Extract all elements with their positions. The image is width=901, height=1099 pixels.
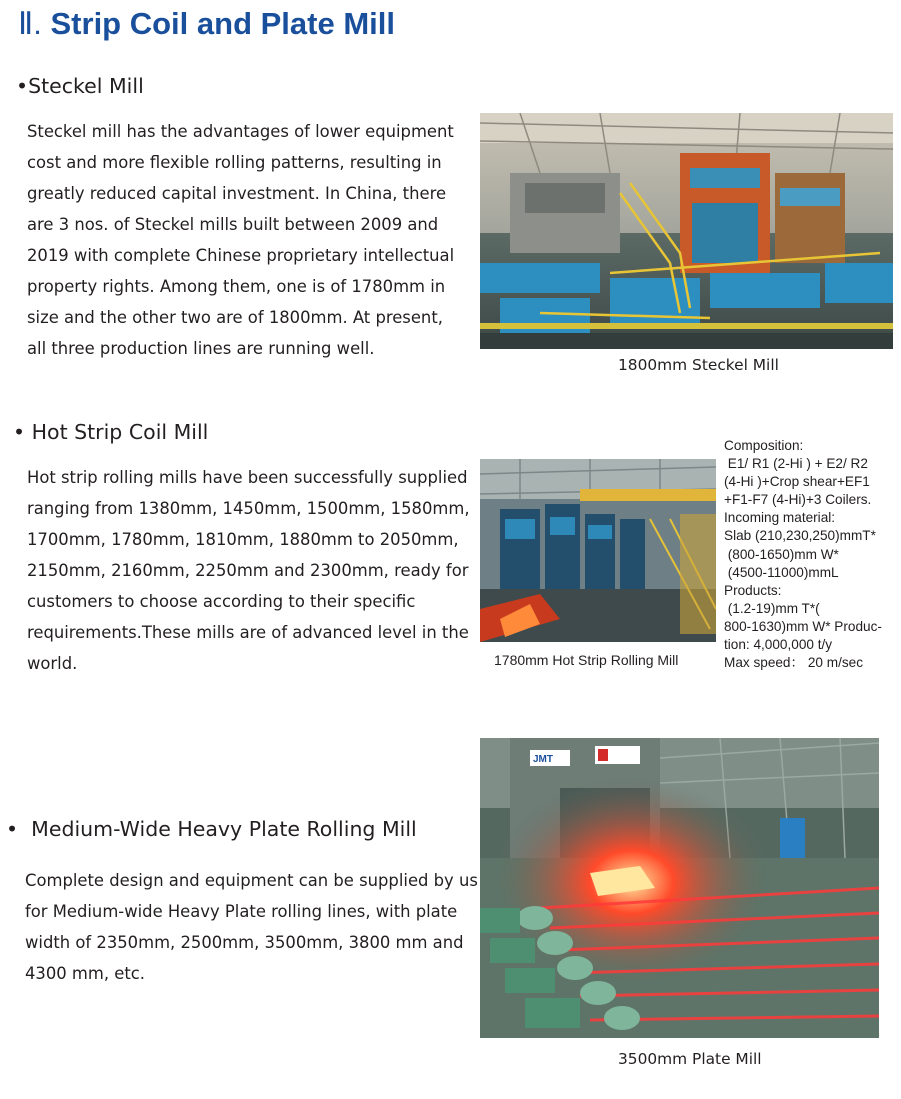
paragraph-line: property rights. Among them, one is of 1780mm in [27,277,446,296]
paragraph-line: cost and more flexible rolling patterns, resulting in [27,153,442,172]
paragraph-line: Steckel mill has the advantages of lower equipment [27,122,454,141]
spec-line: Composition: [724,438,804,453]
steckel-paragraph [27,116,454,364]
paragraph-line: size and the other two are of 1800mm. At present, [27,308,443,327]
title-numeral: Ⅱ. [18,6,42,41]
spec-line: Max speed： 20 m/sec [724,655,864,671]
paragraph-line: greatly reduced capital investment. In China, there [27,184,447,203]
paragraph-line: 2019 with complete Chinese proprietary intellectual [27,246,455,265]
paragraph-line: all three production lines are running well. [27,339,375,358]
spec-line: 800-1630)mm W* Produc- [724,618,882,634]
bullet: • [13,420,26,444]
steckel-photo-caption: 1800mm Steckel Mill [618,356,779,374]
bullet: • [16,74,29,98]
section-heading-steckel [16,74,144,98]
paragraph-line: 1700mm, 1780mm, 1810mm, 1880mm to 2050mm, [27,530,459,549]
spec-line: (4-Hi )+Crop shear+EF1 [724,474,870,490]
plate-mill-photo [480,738,879,1038]
spec-line: (800-1650)mm W* [724,546,839,562]
paragraph-line: ranging from 1380mm, 1450mm, 1500mm, 1580mm, [27,499,470,518]
hot-strip-paragraph [27,462,470,679]
spec-line: Products: [724,582,782,598]
spec-line: tion: 4,000,000 t/y [724,637,833,653]
steckel-mill-photo [480,113,893,349]
plate-mill-paragraph [25,865,478,989]
heading-text: Hot Strip Coil Mill [31,420,209,444]
section-heading-plate-mill [6,817,417,841]
hot-strip-photo-caption: 1780mm Hot Strip Rolling Mill [494,652,679,668]
heading-text: Medium-Wide Heavy Plate Rolling Mill [31,817,417,841]
bullet: • [6,817,19,841]
paragraph-line: requirements.These mills are of advanced level in the [27,623,469,642]
paragraph-line: Hot strip rolling mills have been successfully supplied [27,468,468,487]
spec-line: +F1-F7 (4-Hi)+3 Coilers. [724,492,872,508]
hot-strip-mill-photo [480,459,716,642]
spec-line: Slab (210,230,250)mmT* [724,528,876,544]
paragraph-line: 4300 mm, etc. [25,964,146,983]
spec-line: (4500-11000)mmL [724,564,839,580]
title-text: Strip Coil and Plate Mill [50,6,395,41]
heading-text: Steckel Mill [28,74,144,98]
paragraph-line: world. [27,654,78,673]
spec-line: (1.2-19)mm T*( [724,600,820,616]
paragraph-line: customers to choose according to their specific [27,592,416,611]
hot-strip-specs [724,437,901,672]
paragraph-line: Complete design and equipment can be supplied by us [25,871,478,890]
paragraph-line: 2150mm, 2160mm, 2250mm and 2300mm, ready for [27,561,469,580]
section-heading-hot-strip [13,420,208,444]
page-title [18,6,395,42]
paragraph-line: for Medium-wide Heavy Plate rolling lines, with plate [25,902,458,921]
spec-line: Incoming material: [724,510,836,526]
paragraph-line: width of 2350mm, 2500mm, 3500mm, 3800 mm and [25,933,464,952]
plate-mill-photo-caption: 3500mm Plate Mill [618,1050,762,1068]
paragraph-line: are 3 nos. of Steckel mills built between 2009 and [27,215,439,234]
spec-line: E1/ R1 (2-Hi ) + E2/ R2 [724,456,868,472]
